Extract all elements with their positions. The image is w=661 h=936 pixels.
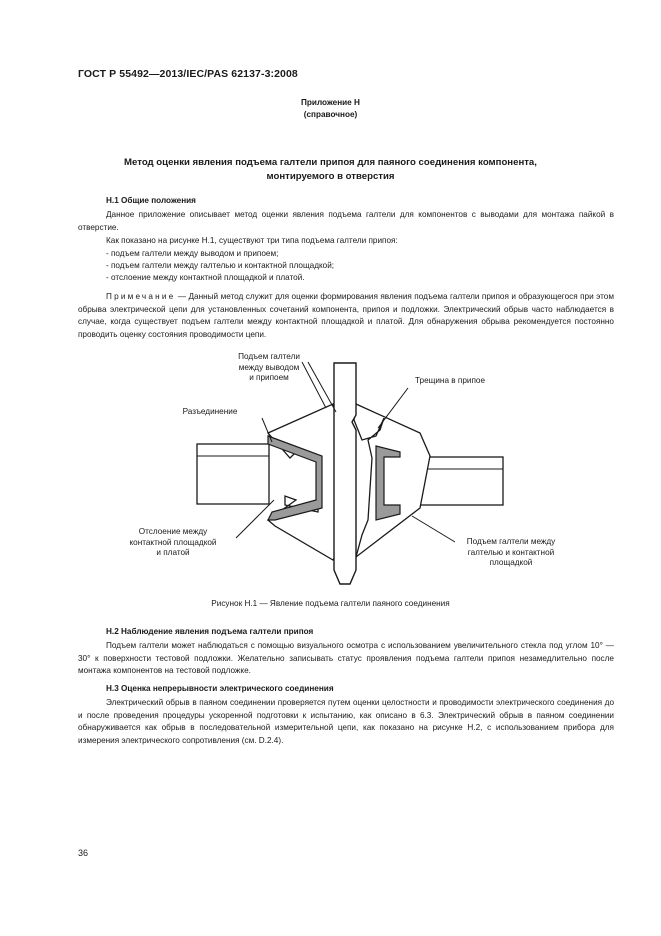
label-separation: Разъединение xyxy=(182,407,238,416)
note-label: Примечание xyxy=(106,292,176,301)
leader-line xyxy=(262,418,272,442)
document-header: ГОСТ Р 55492—2013/IEC/PAS 62137-3:2008 xyxy=(78,68,298,80)
label-peel: Отслоение между контактной площадкой и платой xyxy=(129,527,217,557)
note-text: — Данный метод служит для оценки формирования явления подъема галтели припоя и образующегося при этом обрыва электрической цепи для установленных сочетаний компонента, припоя и подложки. Электрический обрыв часто наблюдается в случае, когда существует подъем галтели между контактной площадкой и платой. Для обнаружения обрыва рекомендуется постоянно проводить оценку состояния проводимости цепи. xyxy=(78,292,614,339)
section-h2-heading: Н.2 Наблюдение явления подъема галтели припоя xyxy=(106,627,314,636)
list-item: - подъем галтели между выводом и припоем; xyxy=(106,249,279,258)
label-crack: Трещина в припое xyxy=(414,376,486,385)
component-lead xyxy=(334,363,356,584)
section-h1-heading: Н.1 Общие положения xyxy=(106,196,196,205)
label-fillet-lift: Подъем галтели между галтелью и контактной площадкой xyxy=(466,537,556,567)
annex-subtitle: (справочное) xyxy=(303,110,358,119)
list-item: - подъем галтели между галтелью и контактной площадкой; xyxy=(106,261,335,270)
main-title-line1: Метод оценки явления подъема галтели припоя для паяного соединения компонента, xyxy=(124,157,537,168)
leader-line xyxy=(412,516,455,542)
section-h1-para1: Данное приложение описывает метод оценки явления подъема галтели для компонентов с выводами для монтажа пайкой в отверстие. xyxy=(78,210,614,232)
solder-fillet-right xyxy=(354,404,430,557)
annex-title: Приложение Н xyxy=(301,98,360,107)
label-lead-lift: Подъем галтели между выводом и припоем xyxy=(238,352,300,382)
page-number: 36 xyxy=(78,848,89,858)
section-h2-para: Подъем галтели может наблюдаться с помощью визуального осмотра с использованием увеличительного стекла под углом 10° — 30° к поверхности тестовой подложки. Желательно записывать статус проявления подъема галтели припоя незамедлительно после монтажа компонентов на тестовой подложке. xyxy=(78,641,614,675)
section-h1-para2: Как показано на рисунке Н.1, существуют три типа подъема галтели припоя: xyxy=(106,236,398,245)
section-h3-para: Электрический обрыв в паяном соединении проверяется путем оценки целостности и проводимости электрического соединения до и после проведения процедуры ускоренной подготовки к испытанию, как описано в 6.3. Электрический обрыв в паяном соединении обнаруживается как обрыв в последовательной измерительной цепи, как показано на рисунке Н.2, с использованием прибора для измерения электрического сопротивления (см. D.2.4). xyxy=(78,698,614,745)
figure-caption: Рисунок Н.1 — Явление подъема галтели паяного соединения xyxy=(211,599,450,608)
main-title-line2: монтируемого в отверстия xyxy=(266,171,395,182)
section-h3-heading: Н.3 Оценка непрерывности электрического соединения xyxy=(106,684,334,693)
left-board xyxy=(197,444,269,504)
solder-fillet xyxy=(268,404,338,560)
list-item: - отслоение между контактной площадкой и платой. xyxy=(106,273,305,282)
